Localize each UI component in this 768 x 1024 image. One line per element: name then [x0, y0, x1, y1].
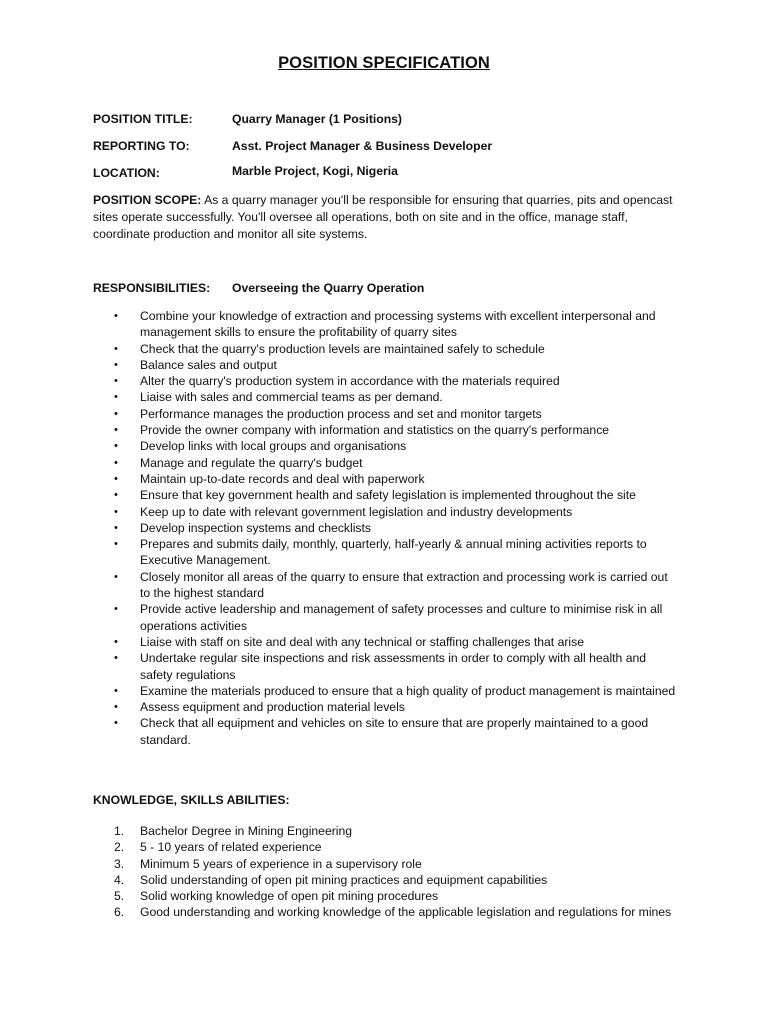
list-item-text: Keep up to date with relevant government legislation and industry developments [140, 504, 573, 519]
bullet-icon: • [114, 472, 118, 485]
list-item [0, 904, 680, 920]
list-number: 6. [114, 905, 125, 920]
list-item [0, 888, 680, 904]
bullet-icon: • [114, 570, 118, 583]
list-item-text: Performance manages the production process and set and monitor targets [140, 406, 542, 421]
bullet-icon: • [114, 701, 118, 714]
responsibilities-list [0, 308, 768, 748]
location-value: Marble Project, Kogi, Nigeria [232, 164, 398, 178]
list-item [0, 699, 680, 715]
list-item [0, 357, 680, 373]
list-item-text: Combine your knowledge of extraction and processing systems with excellent interpersonal and management skills to ensure the profitability of quarry sites [140, 309, 656, 340]
list-item [0, 471, 680, 487]
bullet-icon: • [114, 717, 118, 730]
list-item-text: Bachelor Degree in Mining Engineering [140, 824, 353, 838]
list-item [0, 569, 680, 602]
list-item [0, 373, 680, 389]
location-label: LOCATION: [93, 166, 160, 180]
list-item-text: Undertake regular site inspections and risk assessments in order to comply with all health and safety regulations [140, 651, 647, 682]
bullet-icon: • [114, 652, 118, 665]
list-item [0, 683, 680, 699]
list-item [0, 634, 680, 650]
bullet-icon: • [114, 407, 118, 420]
list-item [0, 856, 680, 872]
list-item [0, 422, 680, 438]
list-item-text: Ensure that key government health and safety legislation is implemented throughout the site [140, 488, 636, 503]
list-item [0, 520, 680, 536]
bullet-icon: • [114, 456, 118, 469]
list-item-text: Minimum 5 years of experience in a supervisory role [140, 856, 422, 871]
list-item [0, 715, 680, 748]
position-title-label: POSITION TITLE: [93, 112, 193, 126]
list-number: 1. [114, 824, 125, 838]
bullet-icon: • [114, 603, 118, 616]
responsibilities-label: RESPONSIBILITIES: [93, 281, 211, 295]
list-item [0, 601, 680, 634]
list-item [0, 487, 680, 503]
knowledge-skills-label: KNOWLEDGE, SKILLS ABILITIES: [93, 793, 290, 807]
list-item-text: Develop links with local groups and organisations [140, 439, 407, 454]
list-item-text: Develop inspection systems and checklists [140, 520, 371, 535]
list-item-text: Provide the owner company with information and statistics on the quarry's performance [140, 423, 610, 438]
list-number: 4. [114, 872, 125, 887]
list-item [0, 839, 680, 855]
position-title-value: Quarry Manager (1 Positions) [232, 112, 402, 126]
list-item [0, 438, 680, 454]
bullet-icon: • [114, 521, 118, 534]
list-item [0, 504, 680, 520]
list-number: 5. [114, 889, 125, 904]
bullet-icon: • [114, 440, 118, 453]
list-item-text: Liaise with staff on site and deal with any technical or staffing challenges that arise [140, 634, 584, 649]
list-item-text: Good understanding and working knowledge of the applicable legislation and regulations for mines [140, 905, 672, 920]
list-item-text: Closely monitor all areas of the quarry to ensure that extraction and processing work is carried out to the highest standard [140, 569, 668, 601]
bullet-icon: • [114, 375, 118, 388]
list-item-text: Balance sales and output [140, 357, 277, 372]
bullet-icon: • [114, 635, 118, 648]
list-item [0, 455, 680, 471]
list-item-text: Solid understanding of open pit mining practices and equipment capabilities [140, 872, 548, 887]
bullet-icon: • [114, 505, 118, 518]
position-scope-text: As a quarry manager you'll be responsible for ensuring that quarries, pits and opencast sites operate successfully. You'll oversee all operations, both on site and in the office, manage staff, coordinate production and monitor all site systems. [93, 193, 673, 241]
list-item-text: Check that the quarry's production levels are maintained safely to schedule [140, 341, 545, 356]
list-item-text: Solid working knowledge of open pit mining procedures [140, 889, 439, 904]
list-item-text: Liaise with sales and commercial teams as per demand. [140, 390, 443, 405]
list-item [0, 872, 680, 888]
bullet-icon: • [114, 489, 118, 502]
knowledge-skills-list [0, 823, 768, 921]
bullet-icon: • [114, 358, 118, 371]
list-item-text: Assess equipment and production material levels [140, 700, 405, 715]
list-item-text: Prepares and submits daily, monthly, quarterly, half-yearly & annual mining activities reports to Executive Management. [140, 537, 647, 568]
list-item-text: Manage and regulate the quarry's budget [140, 455, 363, 470]
bullet-icon: • [114, 538, 118, 551]
responsibilities-heading: Overseeing the Quarry Operation [232, 281, 425, 295]
list-item [0, 536, 680, 569]
bullet-icon: • [114, 310, 118, 322]
list-item-text: Alter the quarry's production system in accordance with the materials required [140, 374, 560, 389]
position-scope [93, 192, 683, 243]
list-item-text: Provide active leadership and management of safety processes and culture to minimise risk in all operations activities [140, 602, 663, 633]
bullet-icon: • [114, 424, 118, 437]
list-number: 2. [114, 840, 125, 855]
list-item-text: Maintain up-to-date records and deal with paperwork [140, 471, 425, 486]
list-item [0, 341, 680, 357]
list-item [0, 406, 680, 422]
list-item [0, 389, 680, 405]
list-item [0, 308, 680, 341]
list-item [0, 823, 680, 839]
bullet-icon: • [114, 342, 118, 355]
list-item-text: Check that all equipment and vehicles on site to ensure that are properly maintained to a good standard. [140, 716, 649, 747]
reporting-to-label: REPORTING TO: [93, 139, 190, 153]
position-scope-label: POSITION SCOPE: [93, 193, 202, 207]
list-number: 3. [114, 856, 125, 871]
bullet-icon: • [114, 684, 118, 697]
list-item [0, 650, 680, 683]
bullet-icon: • [114, 391, 118, 404]
page-title: POSITION SPECIFICATION [278, 54, 490, 72]
reporting-to-value: Asst. Project Manager & Business Developer [232, 139, 493, 153]
list-item-text: 5 - 10 years of related experience [140, 840, 322, 855]
list-item-text: Examine the materials produced to ensure that a high quality of product management is maintained [140, 683, 676, 698]
